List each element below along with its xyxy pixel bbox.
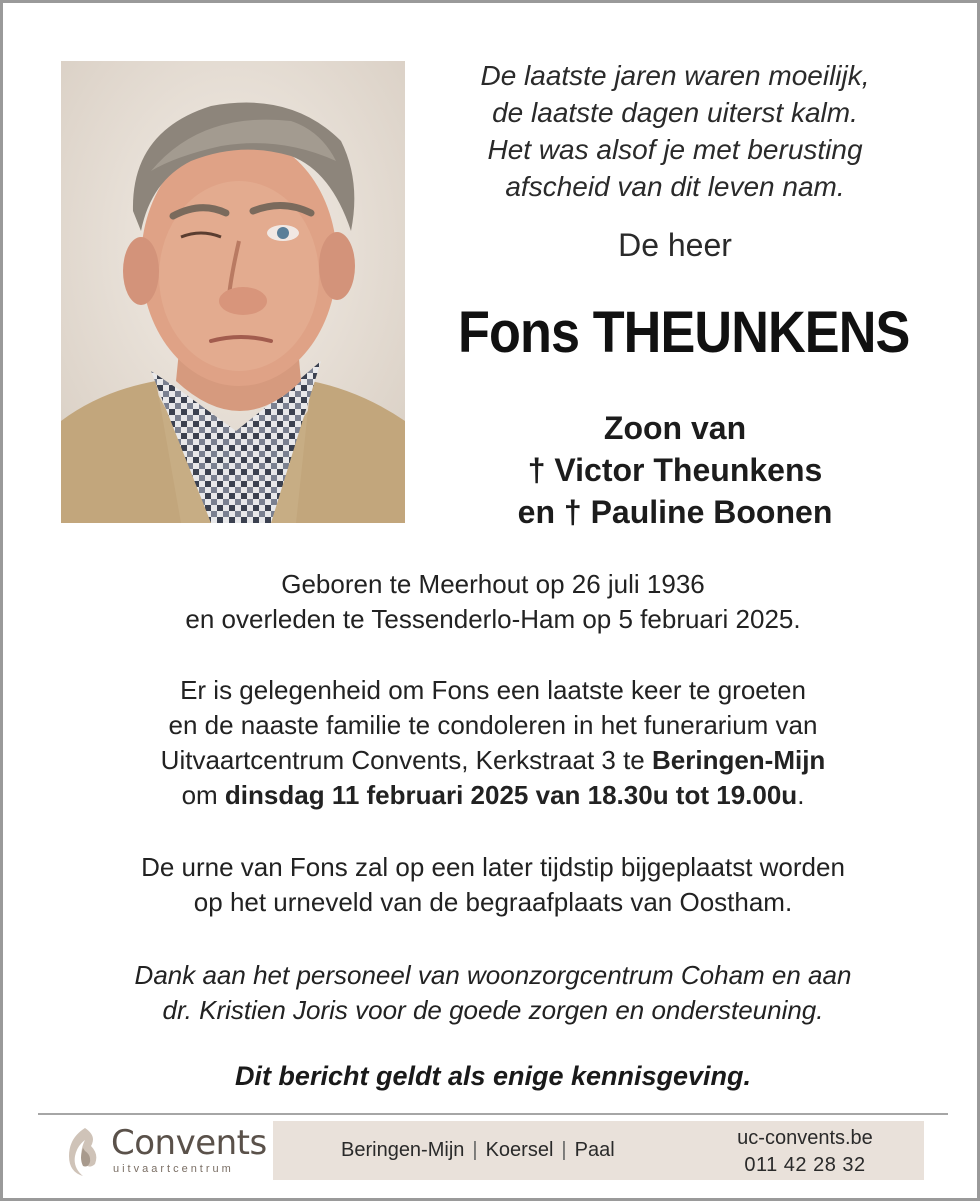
location-separator: |: [472, 1139, 478, 1161]
thanks-line: dr. Kristien Joris voor de goede zorgen en ondersteuning.: [162, 995, 824, 1025]
urn-line: De urne van Fons zal op een later tijdstip bijgeplaatst worden: [141, 852, 845, 882]
convents-flame-icon: [63, 1124, 101, 1178]
visitation-paragraph: [23, 673, 963, 813]
website-link[interactable]: uc-convents.be: [737, 1127, 873, 1149]
parents-line: en † Pauline Boonen: [517, 494, 833, 530]
visitation-line: Er is gelegenheid om Fons een laatste keer te groeten: [180, 675, 806, 705]
footer-divider: [38, 1113, 948, 1115]
visitation-prefix: om: [181, 780, 225, 810]
location-separator: |: [561, 1139, 567, 1161]
poem-line: De laatste jaren waren moeilijk,: [480, 60, 870, 91]
location-paal: Paal: [574, 1139, 615, 1161]
thanks-line: Dank aan het personeel van woonzorgcentrum Coham en aan: [134, 960, 852, 990]
parents-line: Zoon van: [603, 410, 747, 446]
visitation-line: [23, 743, 963, 778]
parents-line: † Victor Theunkens: [527, 452, 823, 488]
footer-locations: [341, 1139, 615, 1162]
portrait-illustration: [61, 61, 405, 523]
logo-name: Convents: [111, 1123, 267, 1163]
logo-subtitle: uitvaartcentrum: [113, 1163, 234, 1175]
portrait-photo: [61, 61, 405, 523]
poem-line: Het was alsof je met berusting: [487, 134, 863, 165]
urn-line: op het urneveld van de begraafplaats van Oostham.: [193, 887, 793, 917]
poem-line: afscheid van dit leven nam.: [505, 171, 845, 202]
thanks-paragraph: [23, 958, 963, 1028]
visitation-datetime: dinsdag 11 februari 2025 van 18.30u tot 19.00u: [224, 780, 798, 810]
notice: Dit bericht geldt als enige kennisgeving.: [234, 1061, 752, 1091]
phone-number: 011 42 28 32: [744, 1154, 866, 1176]
poem-line: de laatste dagen uiterst kalm.: [492, 97, 858, 128]
location-beringen-mijn: Beringen-Mijn: [341, 1139, 465, 1161]
deceased-name: Fons THEUNKENS: [458, 300, 910, 365]
parents: [443, 407, 907, 533]
urn-paragraph: [23, 850, 963, 920]
salutation: De heer: [618, 227, 732, 263]
visitation-line: [23, 778, 963, 813]
footer-band: [273, 1121, 924, 1180]
visitation-location: Beringen-Mijn: [651, 745, 826, 775]
poem: [443, 57, 907, 205]
convents-logo: [61, 1121, 271, 1183]
visitation-line: en de naaste familie te condoleren in het funerarium van: [168, 710, 818, 740]
death-line: en overleden te Tessenderlo-Ham op 5 februari 2025.: [185, 604, 801, 634]
visitation-address: Uitvaartcentrum Convents, Kerkstraat 3 te: [160, 745, 652, 775]
visitation-suffix: .: [797, 780, 805, 810]
location-koersel: Koersel: [485, 1139, 554, 1161]
birth-line: Geboren te Meerhout op 26 juli 1936: [281, 569, 705, 599]
birth-death-paragraph: [23, 567, 963, 637]
